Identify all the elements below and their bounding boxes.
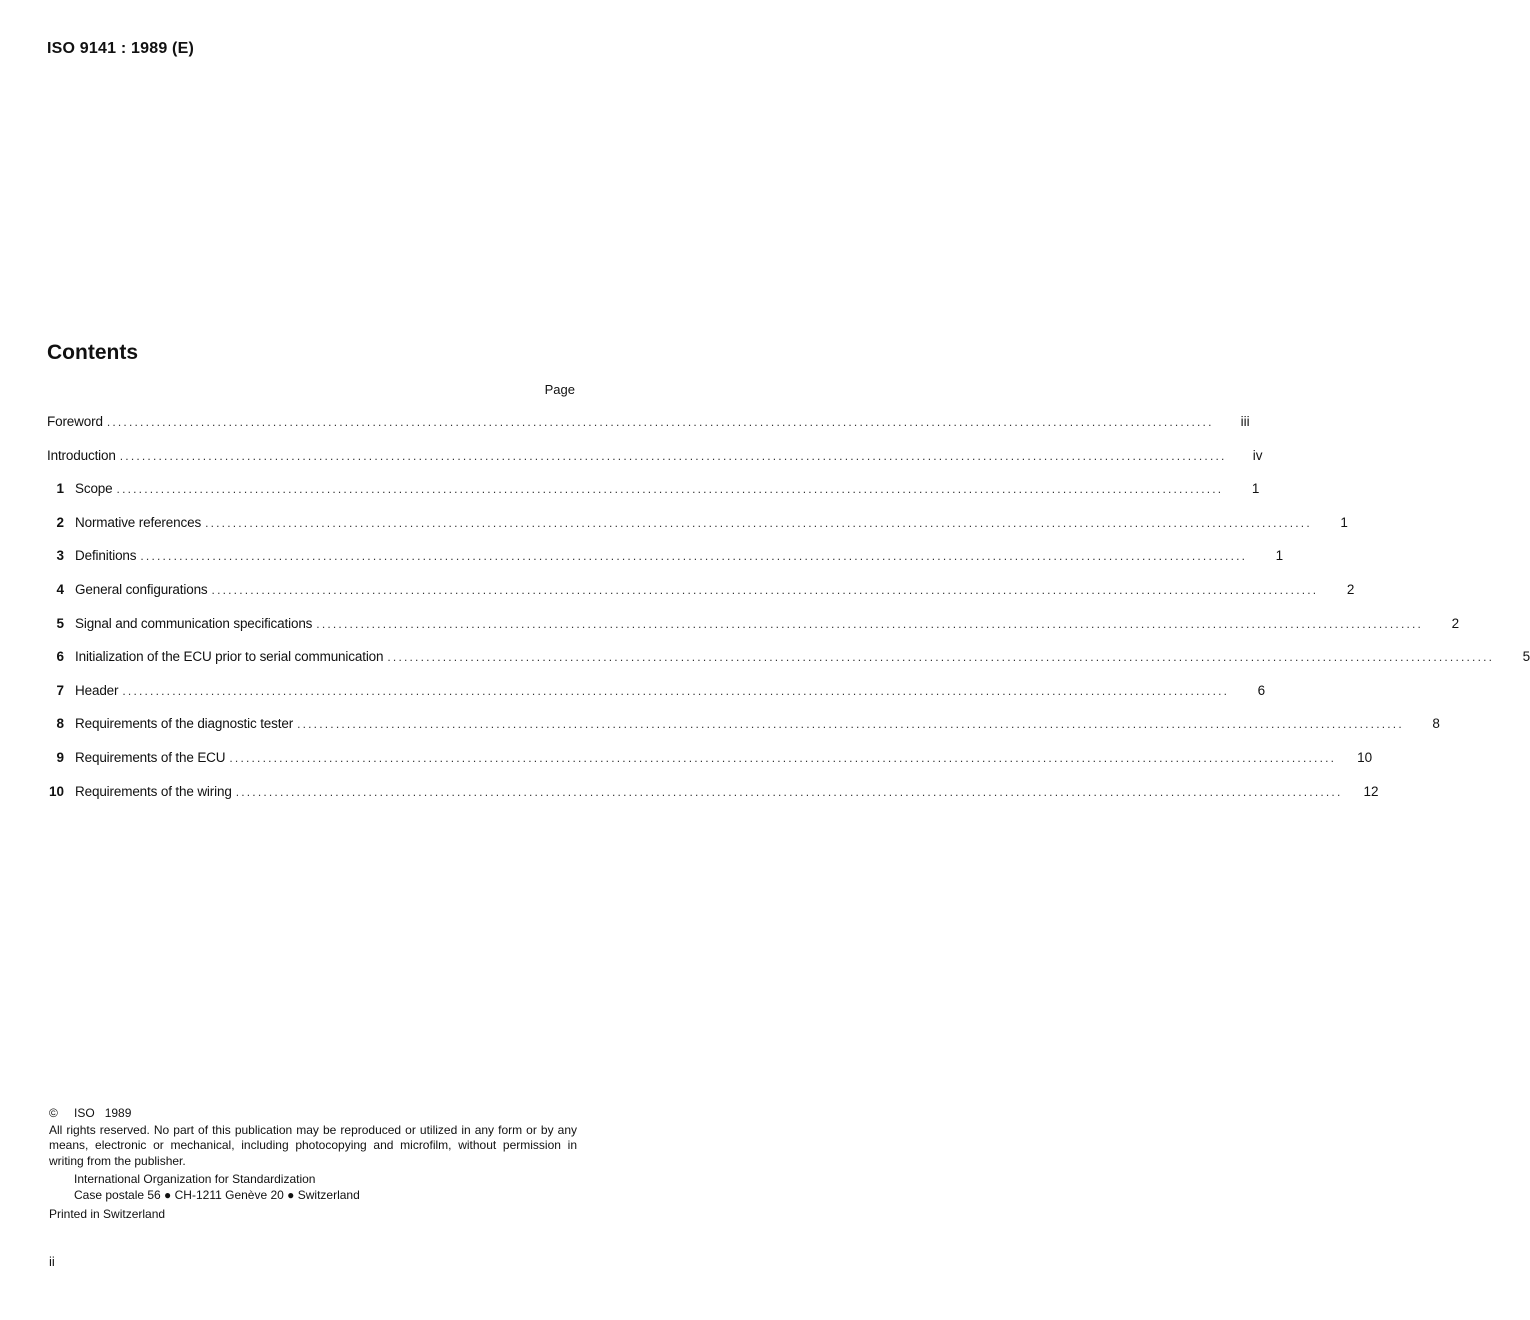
toc-entry xyxy=(47,614,1460,648)
toc-entry-title: Header xyxy=(75,682,119,698)
toc-dot-leader: ........................................................................................................................................................................................................ xyxy=(116,482,1224,497)
organization-address: Case postale 56 ● CH-1211 Genève 20 ● Switzerland xyxy=(74,1187,360,1202)
toc-entry xyxy=(47,479,1260,513)
toc-entry-page: 6 xyxy=(1257,682,1266,698)
document-identifier: ISO 9141 : 1989 (E) xyxy=(47,40,194,57)
toc-entry-title: Signal and communication specifications xyxy=(75,615,313,631)
toc-entry-title: Requirements of the wiring xyxy=(75,783,232,799)
toc-entry-page: 12 xyxy=(1363,783,1379,799)
toc-entry-number: 4 xyxy=(56,581,64,597)
toc-entry-number: 3 xyxy=(56,548,64,564)
toc-dot-leader: ........................................................................................................................................................................................................ xyxy=(387,650,1495,665)
toc-entry-title: Foreword xyxy=(47,414,103,429)
toc-entry xyxy=(47,446,1263,480)
toc-entry xyxy=(47,412,1250,446)
page-column-header: Page xyxy=(544,382,575,397)
toc-entry-number: 9 xyxy=(56,749,64,765)
toc-entry-title: Normative references xyxy=(75,514,202,530)
toc-dot-leader: ........................................................................................................................................................................................................ xyxy=(122,683,1230,698)
toc-entry xyxy=(47,748,1373,782)
toc-entry-title: Requirements of the ECU xyxy=(75,749,226,765)
copyright-year: 1989 xyxy=(104,1106,132,1120)
toc-entry-number: 5 xyxy=(56,615,64,631)
toc-entry-title: Initialization of the ECU prior to serial communication xyxy=(75,649,384,665)
toc-entry-page: 5 xyxy=(1522,649,1530,665)
toc-entry-title: Definitions xyxy=(75,548,137,564)
toc-entry-page: 1 xyxy=(1340,514,1348,530)
page-number: ii xyxy=(49,1254,55,1269)
toc-entry xyxy=(47,647,1530,681)
toc-entry-number: 8 xyxy=(56,716,64,732)
toc-entry xyxy=(47,714,1440,748)
toc-entry-page: 2 xyxy=(1451,615,1460,631)
toc-entry-title: Requirements of the diagnostic tester xyxy=(75,716,294,732)
publisher-address xyxy=(49,1172,577,1203)
toc-dot-leader: ........................................................................................................................................................................................................ xyxy=(211,582,1319,597)
printed-location: Printed in Switzerland xyxy=(49,1206,166,1221)
toc-entry-page: 2 xyxy=(1346,581,1355,597)
table-of-contents xyxy=(47,412,1530,815)
organization-name: International Organization for Standardization xyxy=(74,1172,316,1187)
toc-entry-page: 8 xyxy=(1432,716,1440,732)
copyright-line xyxy=(49,1106,577,1122)
toc-entry-page: iii xyxy=(1240,414,1250,429)
toc-dot-leader: ........................................................................................................................................................................................................ xyxy=(297,717,1404,732)
toc-dot-leader: ........................................................................................................................................................................................................ xyxy=(229,750,1337,765)
toc-entry-number: 1 xyxy=(56,481,64,497)
toc-entry-number: 6 xyxy=(56,649,64,665)
toc-entry-page: 10 xyxy=(1357,749,1373,765)
toc-entry xyxy=(47,513,1348,547)
toc-dot-leader: ........................................................................................................................................................................................................ xyxy=(119,448,1227,463)
toc-entry-title: Introduction xyxy=(47,447,116,463)
toc-entry xyxy=(47,782,1379,816)
toc-dot-leader: ........................................................................................................................................................................................................ xyxy=(316,616,1424,631)
copyright-notice xyxy=(49,1106,577,1222)
toc-dot-leader: ........................................................................................................................................................................................................ xyxy=(205,515,1312,530)
toc-entry-number: 10 xyxy=(48,783,64,799)
toc-entry xyxy=(47,681,1266,715)
toc-entry xyxy=(47,546,1284,580)
toc-entry-title: Scope xyxy=(75,481,113,497)
toc-dot-leader: ........................................................................................................................................................................................................ xyxy=(140,549,1248,564)
toc-entry-page: 1 xyxy=(1275,548,1284,564)
toc-entry-title: General configurations xyxy=(75,581,208,597)
rights-statement: All rights reserved. No part of this publication may be reproduced or utilized in any form or by any means, electronic or mechanical, including photocopying and microfilm, without permission in writing from the publisher. xyxy=(49,1122,577,1168)
copyright-holder: ISO xyxy=(74,1106,95,1120)
toc-entry-number: 7 xyxy=(56,682,64,698)
toc-entry-page: iv xyxy=(1252,447,1263,463)
toc-dot-leader: ........................................................................................................................................................................................................ xyxy=(106,415,1214,429)
copyright-icon: © xyxy=(49,1106,58,1120)
contents-heading: Contents xyxy=(47,341,138,364)
toc-entry-number: 2 xyxy=(56,514,64,530)
toc-entry xyxy=(47,580,1355,614)
toc-entry-page: 1 xyxy=(1251,481,1260,497)
toc-dot-leader: ........................................................................................................................................................................................................ xyxy=(235,784,1343,799)
